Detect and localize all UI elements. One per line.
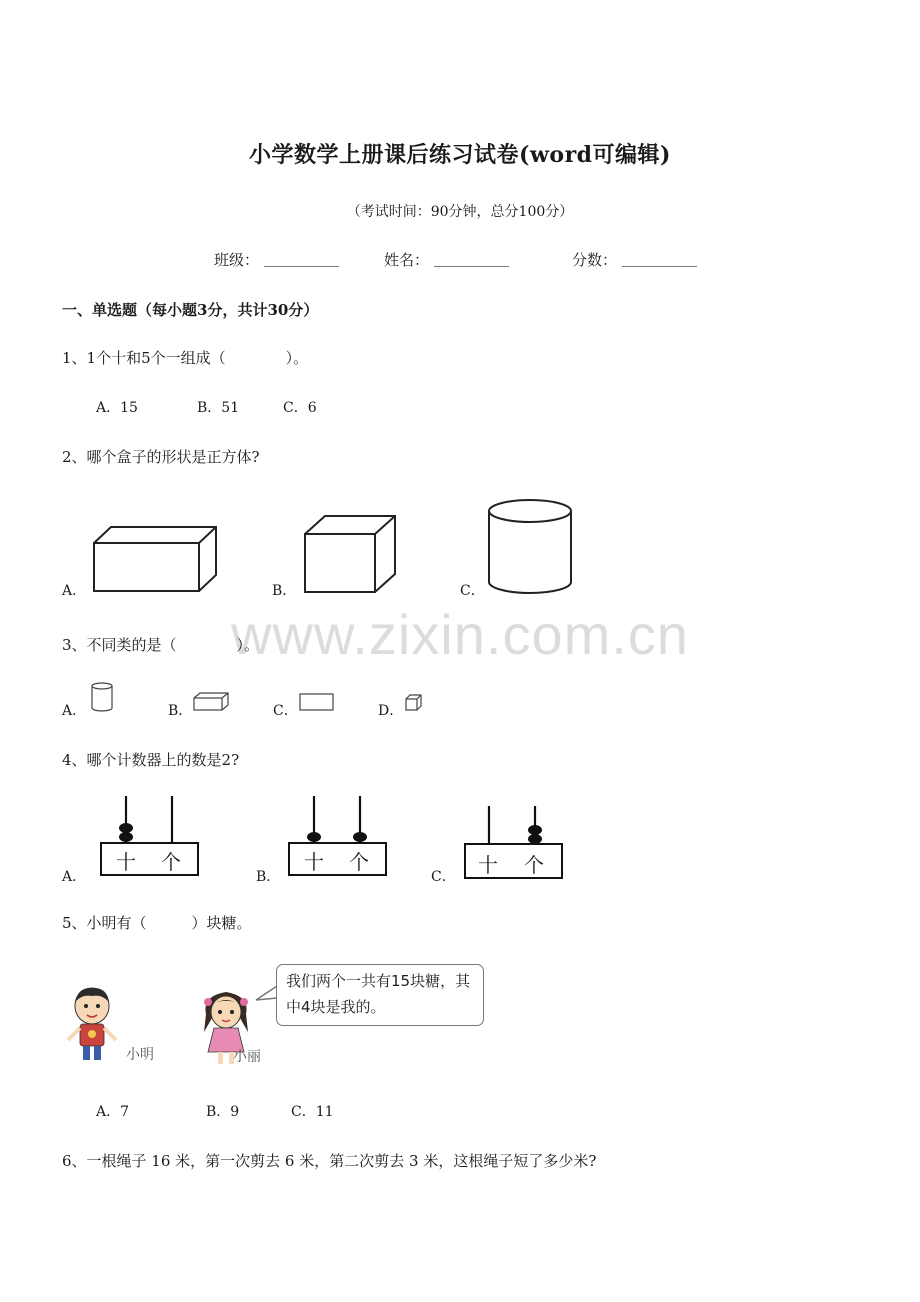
small-cube-figure [405, 694, 423, 712]
abacus-c-ones-label: 个 [524, 853, 544, 877]
girl-name-label: 小丽 [233, 1049, 261, 1065]
q5-option-b[interactable]: B．9 [206, 1104, 240, 1120]
q3-option-b[interactable]: B． [168, 703, 193, 719]
watermark: www.zixin.com.cn [231, 603, 689, 666]
abacus-a-ones-label: 个 [161, 850, 181, 874]
question-1: 1、1个十和5个一组成（ ）。 [62, 349, 309, 367]
q1-option-a[interactable]: A．15 [96, 400, 138, 416]
abacus-b-ones-label: 个 [349, 850, 369, 874]
abacus-a [98, 792, 202, 878]
abacus-a-tens-label: 十 [116, 850, 136, 874]
q3-option-c[interactable]: C． [273, 703, 298, 719]
q4-option-a[interactable]: A． [62, 869, 87, 885]
score-label: 分数： [572, 251, 618, 269]
abacus-b-tens-label: 十 [304, 850, 324, 874]
question-5: 5、小明有（ ）块糖。 [62, 914, 252, 932]
q4-option-b[interactable]: B． [256, 869, 281, 885]
class-label: 班级： [214, 251, 260, 269]
name-label: 姓名： [384, 251, 430, 269]
question-2: 2、哪个盒子的形状是正方体? [62, 448, 260, 466]
cuboid-figure [90, 524, 220, 594]
boy-illustration [62, 984, 122, 1064]
section-heading: 一、单选题（每小题3分，共计30分） [62, 301, 319, 319]
abacus-b [286, 792, 390, 878]
boy-name-label: 小明 [126, 1047, 154, 1063]
speech-bubble-text: 我们两个一共有15块糖，其中4块是我的。 [286, 972, 471, 1016]
q4-option-c[interactable]: C． [431, 869, 456, 885]
question-3: 3、不同类的是（ ）。 [62, 636, 260, 654]
q5-option-c[interactable]: C．11 [291, 1104, 334, 1120]
score-blank[interactable]: __________ [622, 249, 697, 267]
q3-option-a[interactable]: A． [62, 703, 87, 719]
q2-option-b[interactable]: B． [272, 583, 297, 599]
exam-info: （考试时间：90分钟，总分100分） [346, 204, 574, 220]
rectangle-figure [299, 693, 335, 713]
question-4: 4、哪个计数器上的数是2? [62, 751, 240, 769]
q1-option-c[interactable]: C．6 [283, 400, 317, 416]
q1-option-b[interactable]: B．51 [197, 400, 240, 416]
q2-option-a[interactable]: A． [62, 583, 87, 599]
q5-option-a[interactable]: A．7 [96, 1104, 130, 1120]
name-blank[interactable]: __________ [434, 249, 509, 267]
small-cuboid-figure [193, 692, 229, 712]
abacus-c-tens-label: 十 [478, 853, 498, 877]
small-cylinder-figure [90, 682, 116, 714]
question-6: 6、一根绳子 16 米，第一次剪去 6 米，第二次剪去 3 米，这根绳子短了多少米? [62, 1152, 597, 1170]
page-title: 小学数学上册课后练习试卷(word可编辑) [249, 142, 671, 168]
q3-option-d[interactable]: D． [378, 703, 404, 719]
cube-figure [300, 512, 400, 596]
cylinder-figure [484, 498, 576, 598]
class-blank[interactable]: __________ [264, 249, 339, 267]
q2-option-c[interactable]: C． [460, 583, 485, 599]
